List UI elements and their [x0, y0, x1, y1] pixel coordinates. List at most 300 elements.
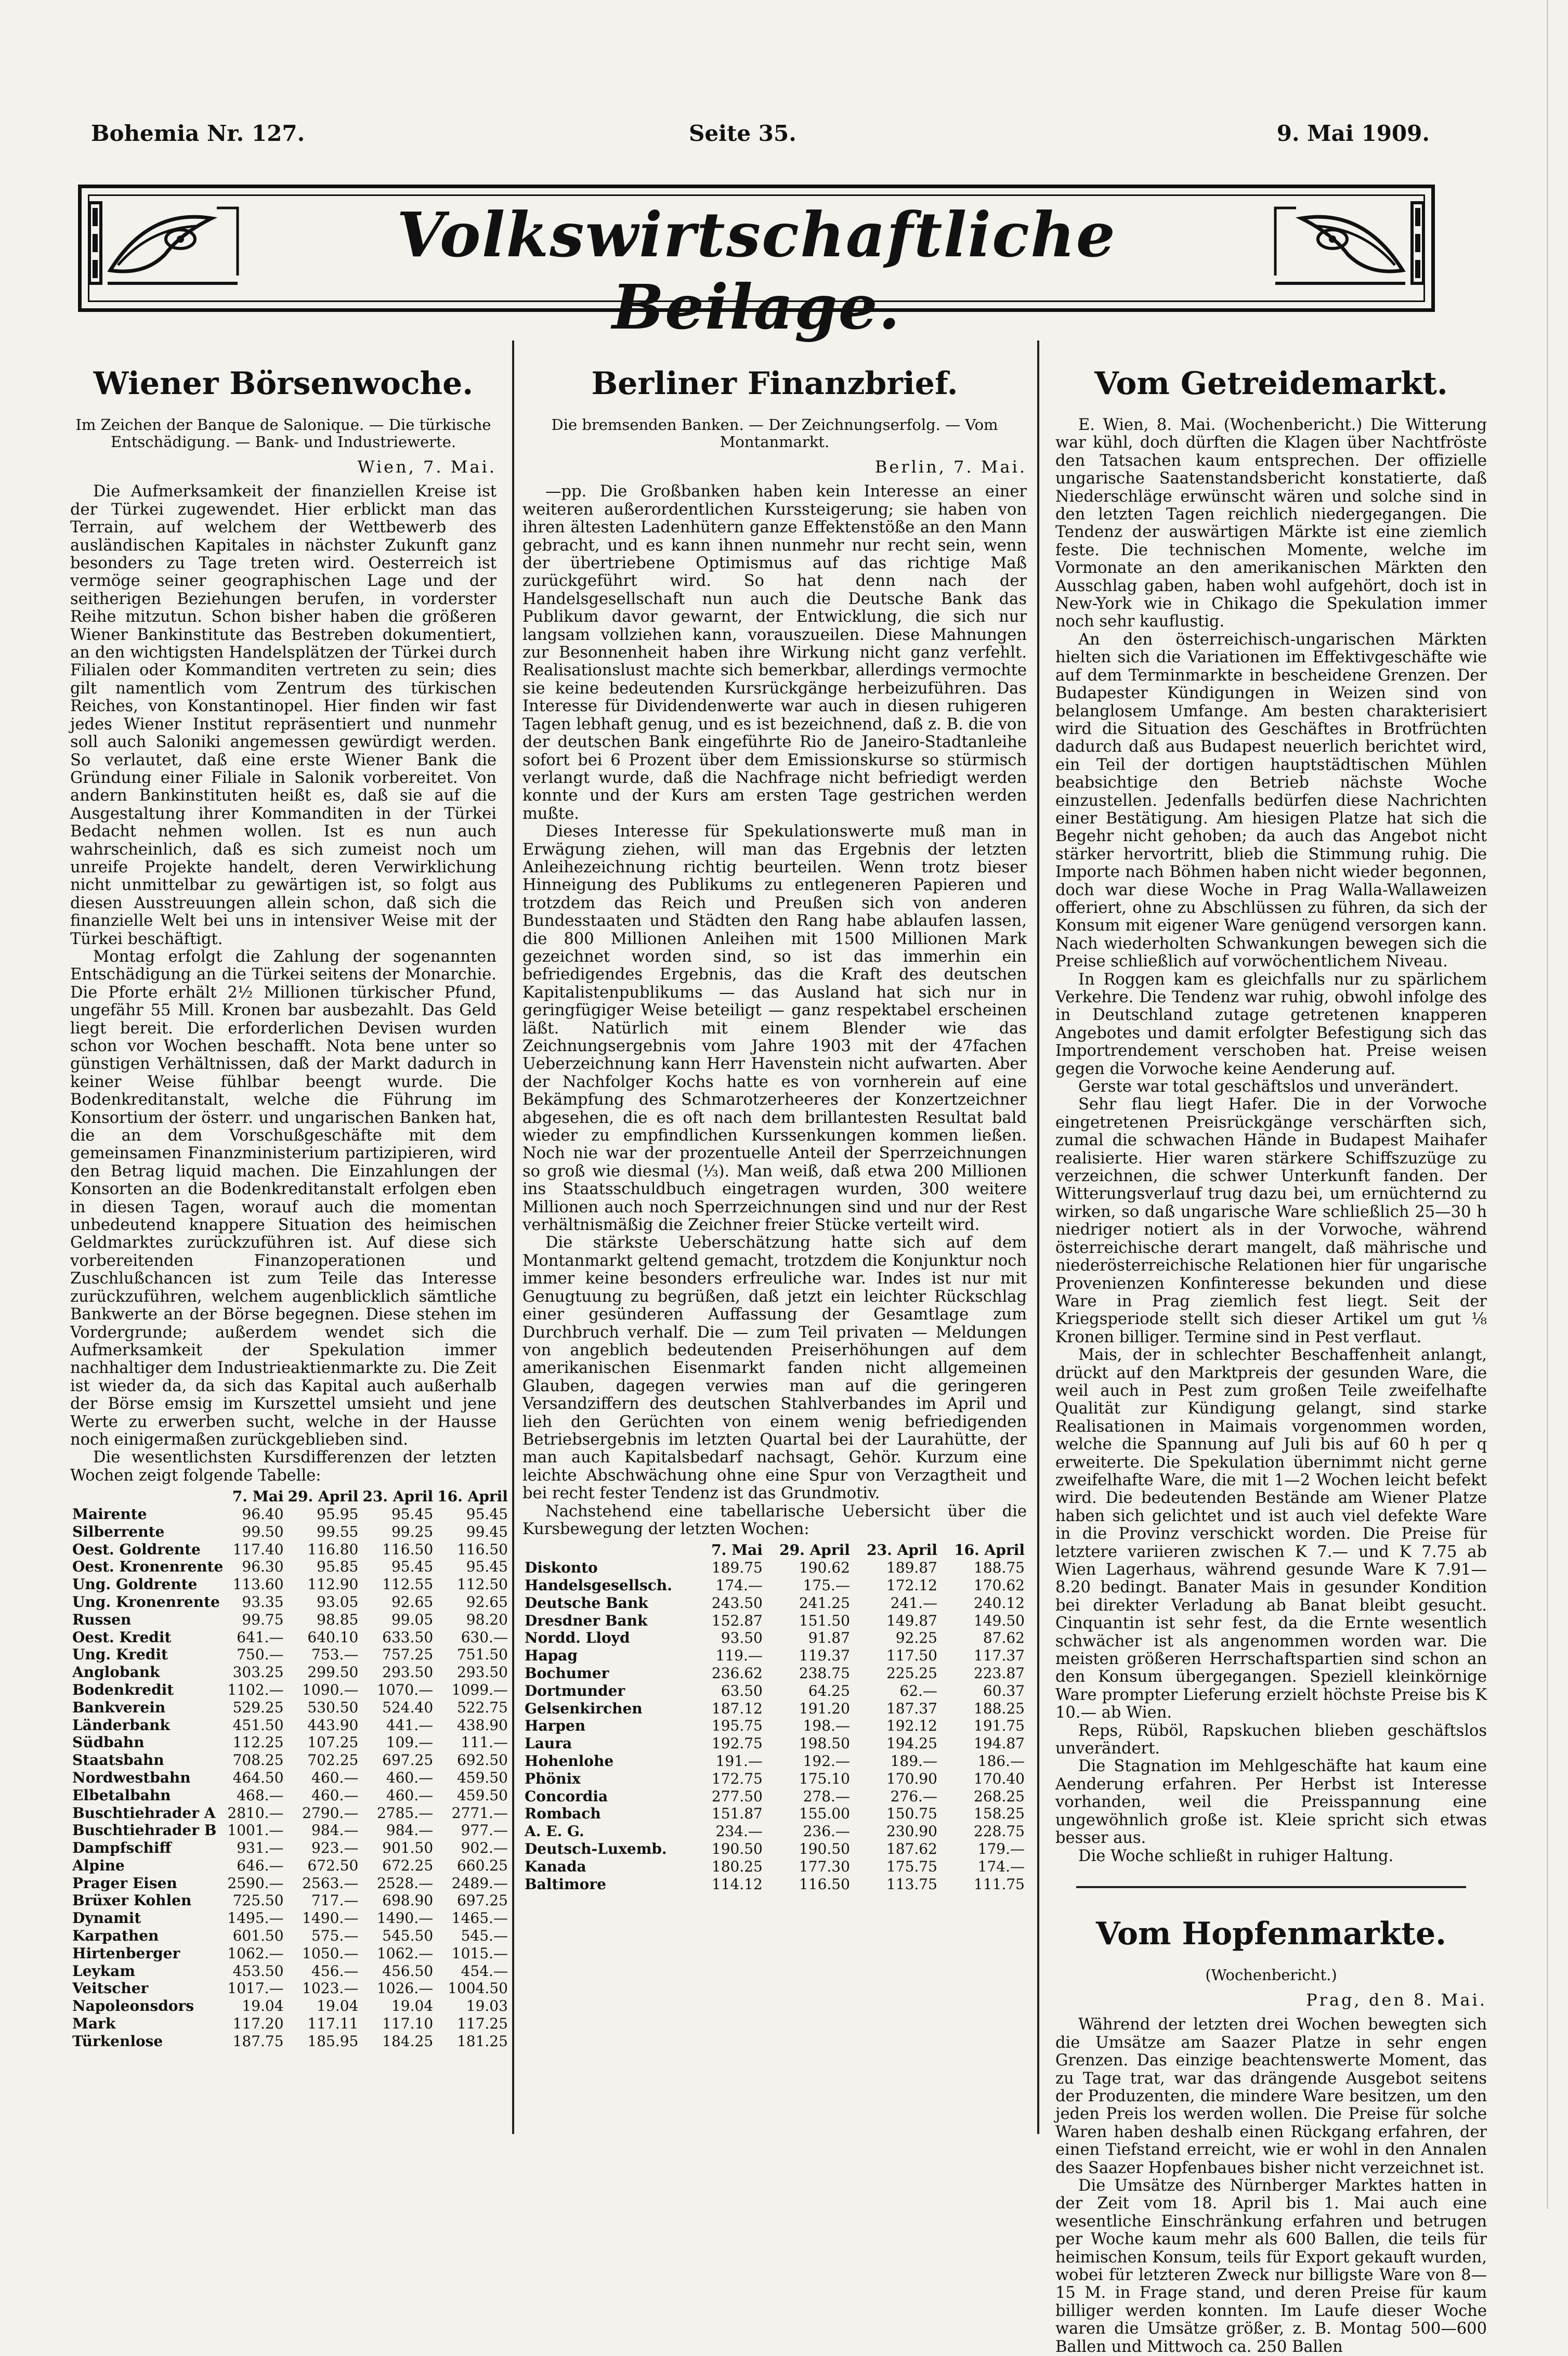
table-header-cell: 16. April	[437, 1488, 508, 1506]
quote-value: 117.50	[886, 1647, 937, 1665]
security-name: Nordd. Lloyd	[525, 1629, 630, 1647]
security-name: Oest. Goldrente	[72, 1540, 201, 1558]
table-row	[522, 1577, 1027, 1594]
quote-value: 155.00	[799, 1805, 850, 1823]
quote-value: 116.50	[382, 1540, 434, 1558]
security-name: Elbetalbahn	[72, 1786, 171, 1804]
quote-value: 107.25	[307, 1734, 359, 1751]
table-row	[70, 1980, 510, 1997]
security-name: Brüxer Kohlen	[72, 1892, 192, 1909]
paragraph: Die wesentlichsten Kursdifferenzen der letzten Wochen zeigt folgende Tabelle:	[70, 1448, 496, 1485]
quote-value: 460.—	[386, 1769, 434, 1786]
paragraph: Reps, Rüböl, Rapskuchen blieben geschäftslos unverändert.	[1055, 1721, 1487, 1758]
paragraph: —pp. Die Großbanken haben kein Interesse an einer weiteren außerordentlichen Kurssteigerung; sie haben von ihren ältesten Ladenhütern ganze Effektenstöße an den Mann gebracht, und es kann ihnen nunmehr nur recht sein, wenn der übertriebene Optimismus auf das richtige Maß zurückgeführt wird. So hat denn nach der Handelsgesellschaft nun auch die Deutsche Bank das Publikum davor gewarnt, der Entwicklung, die sich nur langsam vollziehen kann, vorauszueilen. Diese Mahnungen zur Besonnenheit haben ihre Wirkung nicht ganz verfehlt. Realisationslust machte sich bemerkbar, allerdings vermochte sie keine bedeutenden Kursrückgänge herbeizuführen. Das Interesse für Dividendenwerte war auch in diesen ruhigeren Tagen lebhaft genug, und es ist bezeichnend, daß z. B. die von der deutschen Bank eingeführte Rio de Janeiro-Stadtanleihe sofort bei 6 Prozent über dem Emissionskurse so stürmisch verlangt wurde, daß die Nachfrage nicht befriedigt werden konnte und der Kurs am ersten Tage gestrichen werden mußte.	[522, 482, 1027, 823]
quote-value: 186.—	[977, 1752, 1025, 1770]
table-header-cell: 7. Mai	[232, 1488, 284, 1506]
security-name: Russen	[72, 1611, 132, 1628]
quote-value: 195.75	[711, 1717, 763, 1735]
quote-value: 113.60	[232, 1576, 284, 1593]
quote-value: 117.37	[974, 1647, 1025, 1665]
quote-value: 187.12	[711, 1699, 763, 1717]
table-row	[522, 1788, 1027, 1805]
security-name: Alpine	[72, 1856, 125, 1874]
security-name: Dortmunder	[525, 1682, 625, 1699]
table-row	[70, 1611, 510, 1629]
quote-value: 1001.—	[227, 1822, 284, 1839]
table-row	[522, 1770, 1027, 1788]
paragraph: In Roggen kam es gleichfalls nur zu spärlichem Verkehre. Die Tendenz war ruhig, obwohl infolge des in Deutschland zutage getretenen knapperen Angebotes und damit erfolgter Befestigung sich das Importrendement verschoben hat. Preise weisen gegen die Vorwoche keine Aenderung auf.	[1055, 970, 1487, 1078]
article-title-hops: Vom Hopfenmarkte.	[1095, 1915, 1447, 1952]
column-rule-2	[1037, 341, 1039, 2134]
quote-value: 717.—	[311, 1892, 359, 1909]
quote-value: 170.90	[886, 1770, 937, 1787]
security-name: Hapag	[525, 1647, 578, 1665]
table-row	[70, 1593, 510, 1611]
quote-value: 522.75	[456, 1698, 508, 1716]
quote-value: 545.—	[461, 1927, 508, 1945]
issue-number: Bohemia Nr. 127.	[91, 121, 305, 146]
table-row	[70, 1822, 510, 1839]
quote-value: 93.35	[242, 1593, 284, 1611]
section-title: Volkswirtschaftliche Beilage.	[397, 199, 1116, 343]
quote-value: 238.75	[799, 1664, 850, 1682]
article-subtitle-berlin: Die bremsenden Banken. — Der Zeichnungserfolg. — Vom Montanmarkt.	[551, 416, 998, 451]
column-berlin	[522, 338, 1027, 2142]
quote-value: 117.20	[232, 2015, 284, 2033]
quote-value: 117.10	[382, 2015, 434, 2033]
quote-value: 931.—	[237, 1839, 284, 1857]
security-name: Ung. Kredit	[72, 1646, 168, 1664]
quote-value: 151.50	[799, 1612, 850, 1629]
quote-value: 19.03	[466, 1997, 508, 2015]
article-subtitle-vienna: Im Zeichen der Banque de Salonique. — Die türkische Entschädigung. — Bank- und Industriewerte.	[75, 416, 491, 451]
article-subtitle-hops: (Wochenbericht.)	[1205, 1966, 1337, 1984]
security-name: Türkenlose	[72, 2032, 163, 2050]
quote-value: 198.50	[799, 1735, 850, 1752]
table-row	[70, 1787, 510, 1804]
security-name: Leykam	[72, 1962, 135, 1980]
quote-value: 633.50	[382, 1628, 434, 1646]
security-name: Bankverein	[72, 1698, 166, 1716]
table-header-cell: 23. April	[867, 1541, 937, 1559]
column-rule-1	[512, 341, 514, 2134]
security-name: Silberrente	[72, 1523, 165, 1540]
quote-value: 152.87	[711, 1612, 763, 1629]
paragraph: E. Wien, 8. Mai. (Wochenbericht.) Die Witterung war kühl, doch dürften die Klagen über Nachtfröste den Tatsachen kaum entsprechen. Der offizielle ungarische Saatenstandsbericht konstatierte, daß Niederschläge erwünscht wären und solche sind in den letzten Tagen reichlich niedergegangen. Die Tendenz der auswärtigen Märkte ist eine ziemlich feste. Die technischen Momente, welche im Vormonate an den amerikanischen Märkten den Ausschlag gaben, haben wohl aufgehört, doch ist in New-York wie in Chikago die Spekulation immer noch sehr kauflustig.	[1055, 416, 1487, 631]
quote-value: 277.50	[711, 1787, 763, 1805]
quote-value: 223.87	[974, 1664, 1025, 1682]
quote-value: 92.25	[895, 1629, 937, 1647]
quote-value: 64.25	[808, 1682, 850, 1699]
quote-value: 236.—	[803, 1823, 850, 1840]
quote-value: 293.50	[382, 1664, 434, 1681]
quote-value: 112.55	[382, 1576, 434, 1593]
quote-value: 459.50	[456, 1769, 508, 1786]
security-name: Buschtiehrader A	[72, 1804, 216, 1822]
dateline-vienna: Wien, 7. Mai.	[357, 457, 496, 477]
scan-edge-line	[1547, 0, 1548, 2209]
quote-value: 984.—	[311, 1822, 359, 1839]
quote-value: 95.45	[466, 1505, 508, 1523]
table-header-cell: 7. Mai	[711, 1541, 763, 1559]
table-row	[70, 1541, 510, 1559]
quote-value: 194.25	[886, 1735, 937, 1752]
security-name: Mairente	[72, 1505, 147, 1523]
quote-value: 95.85	[317, 1558, 359, 1576]
quote-value: 545.50	[382, 1927, 434, 1945]
quote-value: 984.—	[386, 1822, 434, 1839]
quote-value: 192.75	[711, 1735, 763, 1752]
quote-value: 923.—	[311, 1839, 359, 1857]
quote-value: 98.85	[317, 1611, 359, 1628]
security-name: Anglobank	[72, 1664, 160, 1681]
table-row	[70, 1664, 510, 1681]
security-name: Ung. Goldrente	[72, 1576, 198, 1593]
table-header-cell: 16. April	[954, 1541, 1025, 1559]
table-row	[522, 1665, 1027, 1682]
security-name: Oest. Kronenrente	[72, 1558, 224, 1576]
quote-value: 1490.—	[376, 1909, 434, 1927]
quote-value: 977.—	[461, 1822, 508, 1839]
column-vienna	[70, 338, 508, 2142]
quote-value: 660.25	[456, 1856, 508, 1874]
quote-value: 95.45	[391, 1558, 434, 1576]
quote-value: 241.—	[890, 1594, 937, 1612]
security-name: Gelsenkirchen	[525, 1699, 643, 1717]
quote-value: 1490.—	[302, 1909, 359, 1927]
table-row	[70, 1769, 510, 1787]
security-name: Karpathen	[72, 1927, 159, 1945]
quote-value: 1070.—	[376, 1681, 434, 1698]
quote-value: 460.—	[311, 1786, 359, 1804]
quote-value: 92.65	[466, 1593, 508, 1611]
quote-value: 464.50	[232, 1769, 284, 1786]
table-row	[70, 1734, 510, 1751]
table-header-cell: 29. April	[288, 1488, 359, 1506]
security-name: Napoleonsdors	[72, 1997, 194, 2015]
security-name: Bochumer	[525, 1664, 609, 1682]
quote-value: 180.25	[711, 1857, 763, 1875]
security-name: Diskonto	[525, 1559, 598, 1577]
security-name: Ung. Kronenrente	[72, 1593, 220, 1611]
security-name: Bodenkredit	[72, 1681, 174, 1698]
table-row	[522, 1735, 1027, 1752]
quote-value: 293.50	[456, 1664, 508, 1681]
quote-value: 190.62	[799, 1559, 850, 1577]
paragraph: Die Umsätze des Nürnberger Marktes hatten in der Zeit vom 18. April bis 1. Mai auch eine wesentliche Einschränkung erfahren und betrugen per Woche kaum mehr als 600 Ballen, die teils für heimischen Konsum, teils für Export gekauft wurden, wobei für letzteren Zweck nur billigste Ware von 8—15 M. in Frage stand, und deren Preise für kaum billiger werden konnten. Im Laufe dieser Woche waren die Umsätze größer, z. B. Montag 500—600 Ballen und Mittwoch ca. 250 Ballen	[1055, 2176, 1487, 2356]
quote-value: 1023.—	[302, 1980, 359, 1997]
security-name: Concordia	[525, 1787, 608, 1805]
security-name: Dampfschiff	[72, 1839, 172, 1857]
quote-value: 1062.—	[376, 1944, 434, 1962]
quote-value: 174.—	[977, 1857, 1025, 1875]
quote-value: 236.62	[711, 1664, 763, 1682]
table-row	[70, 1927, 510, 1945]
security-name: Staatsbahn	[72, 1751, 164, 1769]
quote-value: 116.50	[799, 1875, 850, 1893]
table-row	[522, 1717, 1027, 1735]
quote-value: 177.30	[799, 1857, 850, 1875]
paragraph: Mais, der in schlechter Beschaffenheit anlangt, drückt auf den Marktpreis der gesunden Ware, die weil auch in Pest zum großen Teile zweifelhafte Qualität zur Kündigung gelangt, sind starke Realisationen in Maimais vorgenommen worden, welche die Spannung auf Juli bis auf 60 h per q erweiterte. Die Spekulation übernimmt nicht gerne zweifelhafte Ware, die mit 1—2 Wochen leicht befekt wird. Die bedeutenden Bestände am Wiener Platze haben sich gelichtet und ist auch viel defekte Ware in die Provinz verschickt worden. Die Preise für letztere variieren zwischen K 7.— und K 7.75 ab Wien Lagerhaus, während gesunde Ware K 7.91—8.20 bedingt. Banater Mais in gesunder Kondition bei direkter Verladung ab Banat bleibt gesucht. Cinquantin ist sehr fest, da die Ernte wesentlich schwächer ist als angenommen worden war. Die meisten größeren Herrschaftspartien sind schon an den Konsum übergegangen. Speziell kleinkörnige Ware prompter Lieferung erzielt höchste Preise bis K 10.— ab Wien.	[1055, 1346, 1487, 1722]
quote-value: 702.25	[307, 1751, 359, 1769]
table-row	[70, 2015, 510, 2033]
table-row	[522, 1823, 1027, 1840]
table-row	[70, 1997, 510, 2015]
quote-value: 646.—	[237, 1856, 284, 1874]
table-row	[70, 1699, 510, 1717]
quote-value: 62.—	[899, 1682, 937, 1699]
table-row	[522, 1594, 1027, 1612]
quote-value: 234.—	[715, 1823, 763, 1840]
quote-value: 902.—	[461, 1839, 508, 1857]
security-name: Handelsgesellsch.	[525, 1576, 672, 1594]
table-row	[70, 1629, 510, 1646]
quote-value: 1017.—	[227, 1980, 284, 1997]
quote-value: 95.45	[466, 1558, 508, 1576]
quote-value: 443.90	[307, 1716, 359, 1734]
ornament-left-icon	[87, 198, 243, 289]
paragraph: Die Stagnation im Mehlgeschäfte hat kaum eine Aenderung erfahren. Per Herbst ist Interesse vorhanden, weil die Preisspannung eine ungewöhnlich große ist. Kleie spricht sich etwas besser aus.	[1055, 1757, 1487, 1848]
quote-value: 19.04	[391, 1997, 434, 2015]
quote-value: 2563.—	[302, 1874, 359, 1892]
quote-value: 698.90	[382, 1892, 434, 1909]
quote-value: 1465.—	[451, 1909, 508, 1927]
quote-value: 753.—	[311, 1646, 359, 1664]
quote-value: 172.12	[886, 1576, 937, 1594]
quote-value: 1004.50	[448, 1980, 508, 1997]
table-row	[70, 1576, 510, 1593]
quote-value: 92.65	[391, 1593, 434, 1611]
quote-value: 459.50	[456, 1786, 508, 1804]
quote-value: 194.87	[974, 1735, 1025, 1752]
dateline-berlin: Berlin, 7. Mai.	[874, 457, 1027, 477]
quote-value: 529.25	[232, 1698, 284, 1716]
quote-value: 601.50	[232, 1927, 284, 1945]
quote-value: 149.50	[974, 1612, 1025, 1629]
quote-value: 109.—	[386, 1734, 434, 1751]
quote-value: 1495.—	[227, 1909, 284, 1927]
quote-value: 2528.—	[376, 1874, 434, 1892]
quote-value: 191.—	[715, 1752, 763, 1770]
quote-value: 276.—	[890, 1787, 937, 1805]
quote-value: 692.50	[456, 1751, 508, 1769]
security-name: Laura	[525, 1735, 572, 1752]
quote-value: 299.50	[307, 1664, 359, 1681]
quote-value: 96.30	[242, 1558, 284, 1576]
quote-value: 187.62	[886, 1840, 937, 1857]
table-row	[70, 1892, 510, 1909]
quote-value: 1090.—	[302, 1681, 359, 1698]
quote-value: 96.40	[242, 1505, 284, 1523]
quote-value: 187.37	[886, 1699, 937, 1717]
quote-value: 190.50	[799, 1840, 850, 1857]
security-name: Mark	[72, 2015, 116, 2033]
security-name: Länderbank	[72, 1716, 170, 1734]
paragraph: Die Woche schließt in ruhiger Haltung.	[1078, 1847, 1394, 1865]
quote-value: 1050.—	[302, 1944, 359, 1962]
table-row	[70, 1681, 510, 1699]
running-header	[91, 121, 1430, 152]
quote-value: 1026.—	[376, 1980, 434, 1997]
quote-value: 174.—	[715, 1576, 763, 1594]
quote-value: 453.50	[232, 1962, 284, 1980]
table-row	[70, 1751, 510, 1769]
quote-value: 119.—	[715, 1647, 763, 1665]
quote-value: 575.—	[311, 1927, 359, 1945]
table-row	[70, 1646, 510, 1664]
quote-value: 672.50	[307, 1856, 359, 1874]
table-row	[522, 1876, 1027, 1893]
table-header-cell: 23. April	[362, 1488, 434, 1506]
table-row	[70, 1506, 510, 1523]
quote-value: 87.62	[983, 1629, 1025, 1647]
quote-value: 708.25	[232, 1751, 284, 1769]
quote-value: 181.25	[456, 2032, 508, 2050]
quote-value: 2790.—	[302, 1804, 359, 1822]
quote-value: 188.25	[974, 1699, 1025, 1717]
security-name: Dresdner Bank	[525, 1612, 648, 1629]
quote-value: 641.—	[237, 1628, 284, 1646]
table-row	[70, 1804, 510, 1822]
quote-value: 91.87	[808, 1629, 850, 1647]
quote-value: 116.80	[307, 1540, 359, 1558]
quote-value: 530.50	[307, 1698, 359, 1716]
quote-value: 98.20	[466, 1611, 508, 1628]
page-number: Seite 35.	[689, 121, 796, 146]
security-name: Kanada	[525, 1857, 586, 1875]
quote-value: 192.—	[803, 1752, 850, 1770]
security-name: Buschtiehrader B	[72, 1822, 217, 1839]
quote-value: 170.40	[974, 1770, 1025, 1787]
quote-value: 191.20	[799, 1699, 850, 1717]
quote-value: 268.25	[974, 1787, 1025, 1805]
quote-value: 750.—	[237, 1646, 284, 1664]
quote-value: 454.—	[461, 1962, 508, 1980]
security-name: Dynamit	[72, 1909, 141, 1927]
quote-value: 2489.—	[451, 1874, 508, 1892]
quote-value: 175.10	[799, 1770, 850, 1787]
quote-value: 456.50	[382, 1962, 434, 1980]
quote-value: 697.25	[456, 1892, 508, 1909]
quote-value: 230.90	[886, 1823, 937, 1840]
table-row	[522, 1647, 1027, 1665]
table-row	[70, 1857, 510, 1875]
berlin-price-table	[522, 1541, 1027, 1893]
article-title-vienna: Wiener Börsenwoche.	[93, 365, 474, 402]
quote-value: 93.05	[317, 1593, 359, 1611]
quote-value: 112.25	[232, 1734, 284, 1751]
quote-value: 170.62	[974, 1576, 1025, 1594]
quote-value: 1099.—	[451, 1681, 508, 1698]
table-row	[522, 1700, 1027, 1718]
quote-value: 116.50	[456, 1540, 508, 1558]
quote-value: 460.—	[311, 1769, 359, 1786]
article-title-grain: Vom Getreidemarkt.	[1094, 365, 1448, 402]
quote-value: 438.90	[456, 1716, 508, 1734]
quote-value: 114.12	[711, 1875, 763, 1893]
quote-value: 468.—	[237, 1786, 284, 1804]
table-row	[70, 1558, 510, 1576]
paragraph: An den österreichisch-ungarischen Märkten hielten sich die Variationen im Effektivgeschäfte wie auf dem Terminmarkte in bescheidene Grenzen. Der Budapester Kündigungen in Weizen sind von belanglosem Umfange. Am besten charakterisiert wird die Situation des Geschäftes in Brotfrüchten dadurch daß aus Budapest neuerlich berichtet wird, ein Teil der dortigen hauptstädtischen Mühlen beabsichtige den Betrieb nächste Woche einzustellen. Jedenfalls bedürfen diese Nachrichten einer Bestätigung. Am hiesigen Platze hat sich die Begehr nicht gehoben; da auch das Angebot nicht stärker hervortritt, blieb die Stimmung ruhig. Die Importe nach Böhmen haben nicht wieder begonnen, doch war diese Woche in Prag Walla-Wallaweizen offeriert, ohne zu Abschlüssen zu führen, da sich der Konsum mit eigener Ware genügend versorgen kann. Nach wiederholten Schwankungen bewegen sich die Preise schließlich auf vorwöchentlichem Niveau.	[1055, 630, 1487, 971]
quote-value: 189.—	[890, 1752, 937, 1770]
quote-value: 60.37	[983, 1682, 1025, 1699]
quote-value: 630.—	[461, 1628, 508, 1646]
quote-value: 228.75	[974, 1823, 1025, 1840]
quote-value: 63.50	[721, 1682, 763, 1699]
section-banner	[78, 185, 1435, 343]
quote-value: 2771.—	[451, 1804, 508, 1822]
quote-value: 2590.—	[227, 1874, 284, 1892]
quote-value: 19.04	[242, 1997, 284, 2015]
article-title-berlin: Berliner Finanzbrief.	[591, 365, 958, 402]
quote-value: 99.75	[242, 1611, 284, 1628]
paragraph: Nachstehend eine tabellarische Uebersicht über die Kursbewegung der letzten Wochen:	[522, 1502, 1027, 1538]
paragraph: Die stärkste Ueberschätzung hatte sich auf dem Montanmarkt geltend gemacht, trotzdem die Konjunktur noch immer keine besonders erfreuliche war. Indes ist nur mit Genugtuung zu begrüßen, daß jetzt ein leichter Rückschlag einer gesünderen Auffassung der Gesamtlage zum Durchbruch verhalf. Die — zum Teil privaten — Meldungen von angeblich bedeutenden Preiserhöhungen auf dem amerikanischen Eisenmarkt fanden nicht allgemeinen Glauben, dagegen verwies man auf die geringeren Versandziffern des deutschen Stahlverbandes im April und lieh den Gerüchten von einem wenig befriedigenden Betriebsergebnis im letzten Quartal bei der Laurahütte, der man auch Kapitalsbedarf nachsagt, Gehör. Kurzum eine leichte Abschwächung ohne eine Spur von Verzagtheit und bei recht fester Tendenz ist das Grundmotiv.	[522, 1234, 1027, 1503]
table-header-cell	[522, 1541, 700, 1559]
quote-value: 456.—	[311, 1962, 359, 1980]
quote-value: 460.—	[386, 1786, 434, 1804]
quote-value: 93.50	[721, 1629, 763, 1647]
table-row	[522, 1612, 1027, 1630]
quote-value: 1062.—	[227, 1944, 284, 1962]
security-name: Rombach	[525, 1805, 601, 1823]
paragraph: Sehr flau liegt Hafer. Die in der Vorwoche eingetretenen Preisrückgänge verschärften sich, zumal die schwachen Hände in Budapest Maihafer realisierte. Hier waren stärkere Schiffszuzüge zu verzeichnen, die schwer Unterkunft fanden. Der Witterungsverlauf trug dazu bei, um ernüchternd zu wirken, so daß ungarische Ware schließlich 25—30 h niedriger notiert als in der Vorwoche, während österreichische derart mangelt, daß mährische und niederösterreichische Relationen hier für ungarische Provenienzen Konfinteresse bekunden und diese Ware in Prag ziemlich fest liegt. Seit der Kriegsperiode stellt sich dieser Artikel um gut ⅛ Kronen billiger. Termine sind in Pest verflaut.	[1055, 1095, 1487, 1346]
quote-value: 2785.—	[376, 1804, 434, 1822]
quote-value: 189.75	[711, 1559, 763, 1577]
security-name: Südbahn	[72, 1734, 145, 1751]
quote-value: 150.75	[886, 1805, 937, 1823]
security-name: Harpen	[525, 1717, 586, 1735]
table-row	[70, 1909, 510, 1927]
quote-value: 175.—	[803, 1576, 850, 1594]
security-name: A. E. G.	[525, 1823, 584, 1840]
quote-value: 187.75	[232, 2032, 284, 2050]
quote-value: 241.25	[799, 1594, 850, 1612]
security-name: Deutsch-Luxemb.	[525, 1840, 667, 1857]
security-name: Phönix	[525, 1770, 581, 1787]
quote-value: 112.50	[456, 1576, 508, 1593]
table-header-cell: 29. April	[779, 1541, 850, 1559]
quote-value: 175.75	[886, 1857, 937, 1875]
table-row	[70, 1839, 510, 1857]
quote-value: 640.10	[307, 1628, 359, 1646]
table-row	[522, 1840, 1027, 1858]
table-row	[522, 1559, 1027, 1577]
table-row	[70, 1945, 510, 1962]
table-row	[522, 1858, 1027, 1876]
table-row	[522, 1752, 1027, 1770]
table-row	[70, 1717, 510, 1734]
quote-value: 451.50	[232, 1716, 284, 1734]
quote-value: 697.25	[382, 1751, 434, 1769]
dateline-hops: Prag, den 8. Mai.	[1306, 1989, 1487, 2010]
table-row	[70, 1523, 510, 1541]
quote-value: 1015.—	[451, 1944, 508, 1962]
quote-value: 99.50	[242, 1523, 284, 1540]
quote-value: 158.25	[974, 1805, 1025, 1823]
quote-value: 190.50	[711, 1840, 763, 1857]
quote-value: 99.25	[391, 1523, 434, 1540]
quote-value: 2810.—	[227, 1804, 284, 1822]
quote-value: 149.87	[886, 1612, 937, 1629]
quote-value: 725.50	[232, 1892, 284, 1909]
quote-value: 751.50	[456, 1646, 508, 1664]
quote-value: 19.04	[317, 1997, 359, 2015]
security-name: Oest. Kredit	[72, 1628, 172, 1646]
quote-value: 192.12	[886, 1717, 937, 1735]
paragraph: Während der letzten drei Wochen bewegten sich die Umsätze am Saazer Platze in sehr engen Grenzen. Das einzige beachtenswerte Moment, das zu Tage trat, war das drängende Ausgebot seitens der Produzenten, die mindere Ware besitzen, um den jeden Preis los werden wollen. Die Preise für solche Waren haben deshalb einen Rückgang erfahren, der einen Tiefstand erreicht, wie er wohl in den Annalen des Saazer Hopfenbaues bisher nicht verzeichnet ist.	[1055, 2015, 1487, 2177]
quote-value: 95.45	[391, 1505, 434, 1523]
